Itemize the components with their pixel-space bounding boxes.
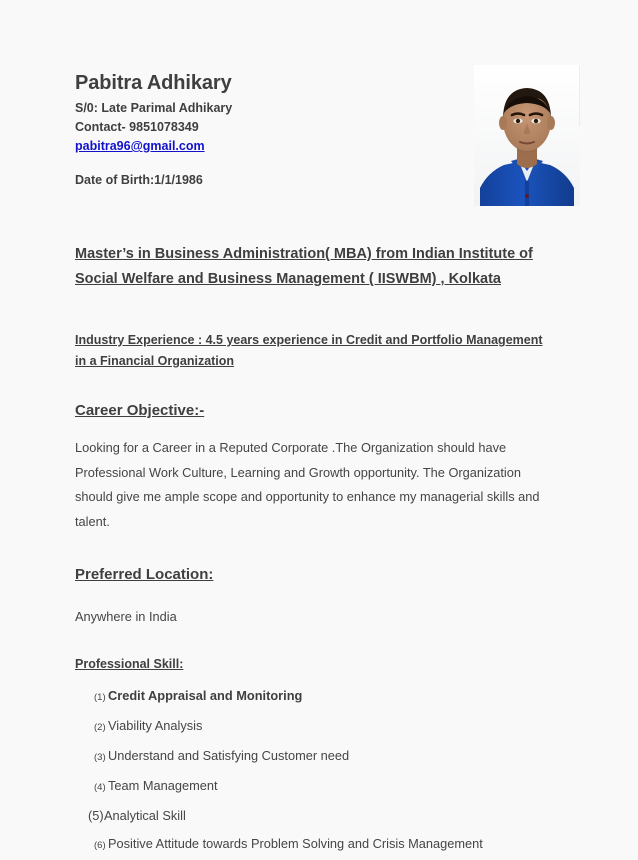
professional-skill-list	[75, 682, 565, 860]
father-name: S/0: Late Parimal Adhikary	[75, 101, 233, 115]
list-item-label: Team Management	[108, 778, 218, 793]
list-item-marker: (2)	[94, 722, 106, 733]
contact-number: Contact- 9851078349	[75, 120, 199, 134]
page-title: Pabitra Adhikary	[75, 72, 232, 94]
resume-content	[75, 70, 565, 860]
career-objective-body: Looking for a Career in a Reputed Corporate .The Organization should have Professional Work Culture, Learning and Growth opportunity. The Organization should give me ample scope and opportunity to enhance my managerial skills and talent.	[75, 440, 540, 529]
career-objective-heading: Career Objective:-	[75, 402, 205, 419]
list-item-label: Analytical Skill	[104, 808, 186, 823]
list-item-label: Understand and Satisfying Customer need	[108, 748, 350, 763]
professional-skill-heading: Professional Skill:	[75, 657, 184, 671]
photo-edge-line	[579, 66, 580, 126]
list-item-label: Viability Analysis	[108, 718, 203, 733]
industry-experience-text: Industry Experience : 4.5 years experience in Credit and Portfolio Management in a Financial Organization	[75, 333, 543, 368]
list-item-marker: (3)	[94, 752, 106, 763]
header-block	[75, 70, 565, 190]
preferred-location-value: Anywhere in India	[75, 609, 177, 624]
education-heading	[75, 242, 545, 292]
industry-experience-heading	[75, 330, 555, 372]
list-item-marker: (4)	[94, 782, 106, 793]
preferred-location-section	[75, 564, 565, 628]
list-item-label: Positive Attitude towards Problem Solving and Crisis Management	[108, 836, 483, 851]
list-item	[75, 682, 565, 712]
education-heading-text: Master’s in Business Administration( MBA) from Indian Institute of Social Welfare and Business Management ( IISWBM) , Kolkata	[75, 246, 533, 287]
list-item-label: Credit Appraisal and Monitoring	[108, 688, 303, 703]
list-item	[75, 830, 565, 860]
list-item	[75, 712, 565, 742]
email-link[interactable]: pabitra96@gmail.com	[75, 139, 205, 153]
list-item-marker: (1)	[94, 692, 106, 703]
list-item-marker: (6)	[94, 840, 106, 851]
career-objective-section	[75, 400, 565, 534]
professional-skill-section	[75, 654, 565, 860]
list-item-marker: (5)	[88, 808, 104, 823]
list-item	[75, 742, 565, 772]
preferred-location-heading: Preferred Location:	[75, 566, 214, 583]
list-item	[75, 772, 565, 802]
date-of-birth: Date of Birth:1/1/1986	[75, 173, 203, 187]
